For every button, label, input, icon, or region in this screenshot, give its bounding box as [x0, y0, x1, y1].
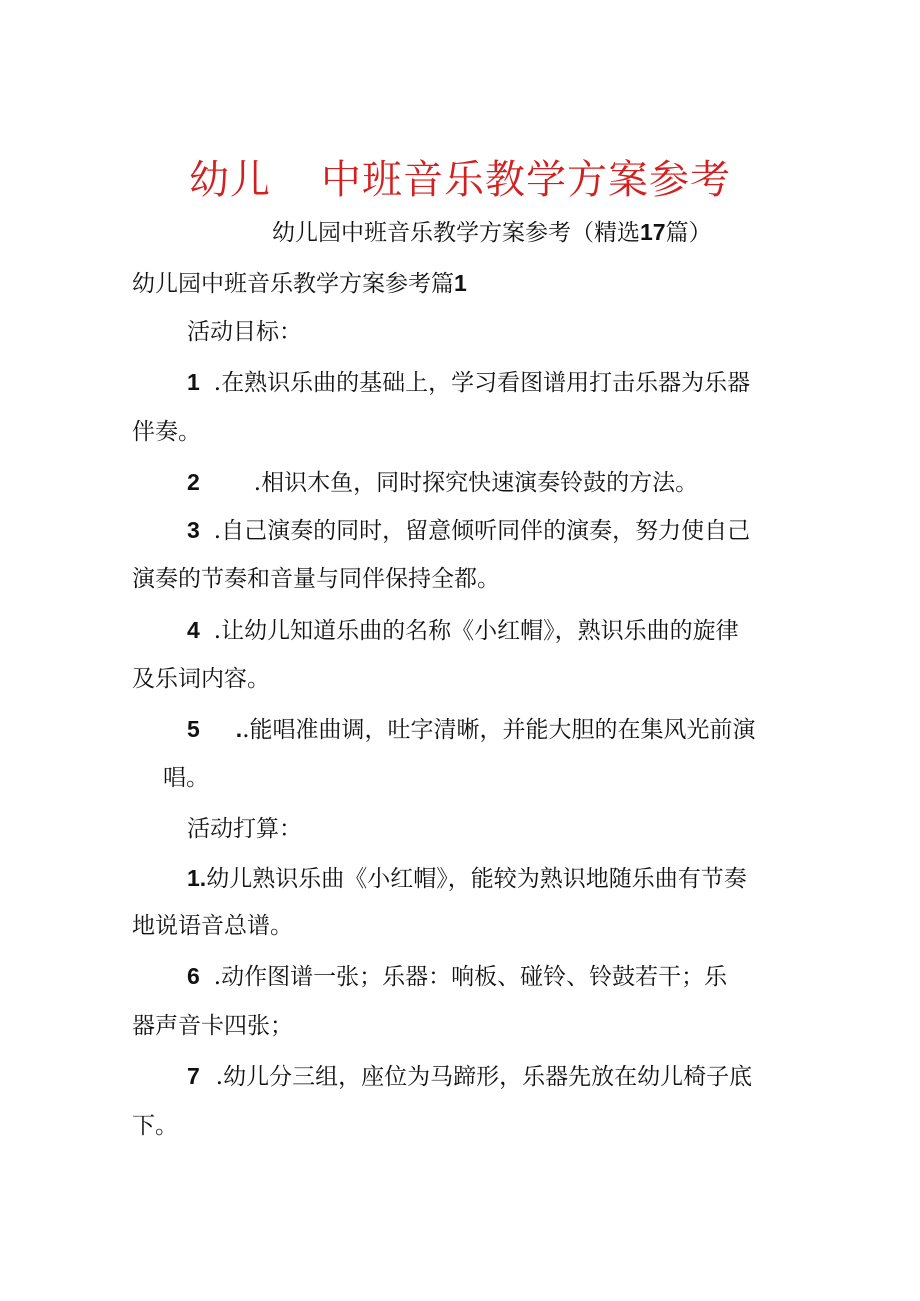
- prep-number: 7: [187, 1063, 200, 1089]
- title-part-1: 幼儿: [189, 157, 271, 203]
- goal-item-3: [187, 512, 750, 549]
- prep-number: 1.: [187, 865, 207, 891]
- goal-number: 5: [187, 716, 200, 742]
- document-title: [0, 150, 920, 210]
- goal-item-4-cont: 及乐词内容。: [132, 666, 270, 692]
- prep-item-2-cont: 器声音卡四张；: [132, 1013, 293, 1039]
- goal-number: 3: [187, 517, 200, 543]
- subtitle-text: 幼儿园中班音乐教学方案参考（精选: [272, 220, 640, 246]
- prep-item-1-cont: 地说语音总谱。: [132, 913, 293, 939]
- goal-text: .相识木鱼，同时探究快速演奏铃鼓的方法。: [253, 470, 699, 496]
- prep-item-3-cont: 下。: [132, 1113, 178, 1139]
- goal-number: 4: [187, 617, 200, 643]
- goal-item-5: [187, 711, 756, 748]
- prep-text: .动作图谱一张；乐器：响板、碰铃、铃鼓若干；乐: [213, 964, 728, 990]
- goal-item-4: [187, 612, 739, 649]
- prep-item-2: [187, 958, 727, 995]
- document-subtitle: [272, 214, 712, 251]
- prep-number: 6: [187, 963, 200, 989]
- goal-item-2: [187, 464, 698, 501]
- subtitle-end: 篇）: [665, 220, 712, 246]
- section-heading-number: 1: [454, 270, 467, 296]
- prep-text: 幼儿熟识乐曲《小红帽》，能较为熟识地随乐曲有节奏: [206, 866, 747, 892]
- goal-text: .在熟识乐曲的基础上，学习看图谱用打击乐器为乐器: [213, 370, 751, 396]
- prep-heading: 活动打算：: [187, 816, 302, 842]
- prep-text: .幼儿分三组，座位为马蹄形，乐器先放在幼儿椅子底: [215, 1064, 753, 1090]
- goal-item-1-cont: 伴奏。: [132, 419, 201, 445]
- goals-heading: 活动目标：: [187, 319, 302, 345]
- goal-number: 1: [187, 369, 200, 395]
- goal-item-5-cont: 唱。: [163, 765, 209, 791]
- prep-item-3: [187, 1058, 752, 1095]
- goal-text: .自己演奏的同时，留意倾听同伴的演奏，努力使自己: [213, 518, 751, 544]
- goal-item-3-cont: 演奏的节奏和音量与同伴保持全都。: [132, 566, 500, 592]
- goal-text: .让幼儿知道乐曲的名称《小红帽》，熟识乐曲的旋律: [213, 618, 739, 644]
- goal-item-1: [187, 364, 750, 401]
- goal-text: .能唱准曲调，吐字清晰，并能大胆的在集风光前演: [242, 717, 756, 743]
- goal-number: 2: [187, 469, 200, 495]
- section-heading-text: 幼儿园中班音乐教学方案参考篇: [132, 271, 454, 297]
- prep-item-1: [187, 860, 747, 897]
- subtitle-number: 17: [640, 219, 666, 245]
- goal-dot: .: [235, 716, 243, 742]
- title-part-2: 中班音乐教学方案参考: [321, 157, 731, 203]
- section-heading: [132, 265, 467, 302]
